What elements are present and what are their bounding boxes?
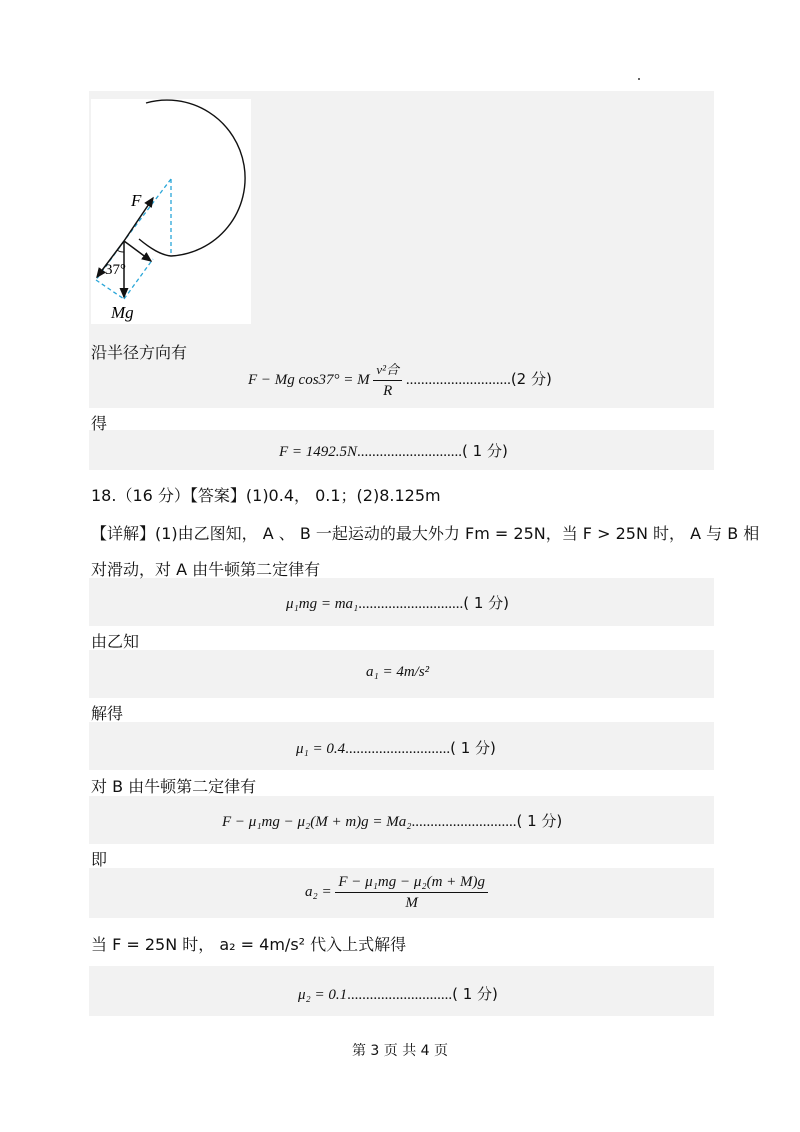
eq2-body: F = 1492.5N xyxy=(279,444,358,460)
yizhi-text: 由乙知 xyxy=(91,632,140,651)
dang-text: 当 F = 25N 时， a₂ = 4m/s² 代入上式解得 xyxy=(91,935,407,954)
eq8-points: ( 1 分) xyxy=(452,985,498,1003)
eq1-numerator: v²合 xyxy=(373,360,402,381)
eq1-points: (2 分) xyxy=(510,369,552,388)
equation-3 xyxy=(286,592,509,613)
ji-text: 即 xyxy=(91,850,108,869)
jiede-text: 解得 xyxy=(91,704,124,723)
eq3-points: ( 1 分) xyxy=(463,594,510,612)
equation-8 xyxy=(298,983,498,1004)
page-footer: 第 3 页 共 4 页 xyxy=(351,1043,449,1059)
corner-mark xyxy=(638,78,640,80)
eq7-fraction xyxy=(335,872,488,913)
eq3-body: μ₁mg = ma₁ xyxy=(286,596,359,612)
eq5-body: μ₁ = 0.4 xyxy=(296,741,346,757)
angle-arc xyxy=(117,250,124,252)
eq5-dots: ............................ xyxy=(345,741,451,757)
radial-text: 沿半径方向有 xyxy=(91,343,188,362)
detail-line-2: 对滑动，对 A 由牛顿第二定律有 xyxy=(91,560,321,579)
label-Mg: Mg xyxy=(111,303,134,322)
eq1-denominator: R xyxy=(383,383,393,399)
equation-2 xyxy=(279,440,508,461)
question-18-answer: 18.（16 分）【答案】(1)0.4， 0.1；(2)8.125m xyxy=(91,486,441,505)
eq3-dots: ............................ xyxy=(358,596,464,612)
force-diagram xyxy=(91,99,251,324)
equation-7 xyxy=(305,872,488,913)
eq8-dots: ............................ xyxy=(347,987,453,1003)
equation-4 xyxy=(366,664,429,681)
de-text: 得 xyxy=(91,414,108,433)
velocity-arrow xyxy=(124,241,151,261)
label-angle: 37° xyxy=(105,262,126,278)
eq6-points: ( 1 分) xyxy=(516,812,563,830)
duiB-text: 对 B 由牛顿第二定律有 xyxy=(91,777,257,796)
eq5-points: ( 1 分) xyxy=(450,739,496,757)
eq8-body: μ₂ = 0.1 xyxy=(298,987,348,1003)
eq7-lhs: a₂ = xyxy=(305,883,332,900)
circular-track xyxy=(139,100,245,256)
label-F: F xyxy=(131,191,142,210)
eq1-fraction xyxy=(373,360,402,401)
eq1-dots: ............................ xyxy=(405,371,511,388)
eq7-numerator: F − μ₁mg − μ₂(m + M)g xyxy=(335,872,488,893)
dashed-line-bottom xyxy=(96,280,124,299)
eq4-body: a₁ = 4m/s² xyxy=(366,664,430,680)
eq1-lhs: F − Mg cos37° = M xyxy=(248,371,370,388)
dashed-line-right xyxy=(124,259,153,299)
equation-5 xyxy=(296,737,496,758)
eq6-body: F − μ₁mg − μ₂(M + m)g = Ma₂ xyxy=(222,814,412,830)
equation-1 xyxy=(248,360,552,401)
eq2-points: ( 1 分) xyxy=(462,442,508,460)
eq7-denominator: M xyxy=(405,895,418,911)
eq6-dots: ............................ xyxy=(411,814,517,830)
eq2-dots: ............................ xyxy=(357,444,463,460)
detail-line-1: 【详解】(1)由乙图知， A 、 B 一起运动的最大外力 Fm = 25N，当 F > 25N 时， A 与 B 相 xyxy=(91,524,760,543)
force-diagram-svg xyxy=(91,99,251,324)
equation-6 xyxy=(222,810,562,831)
